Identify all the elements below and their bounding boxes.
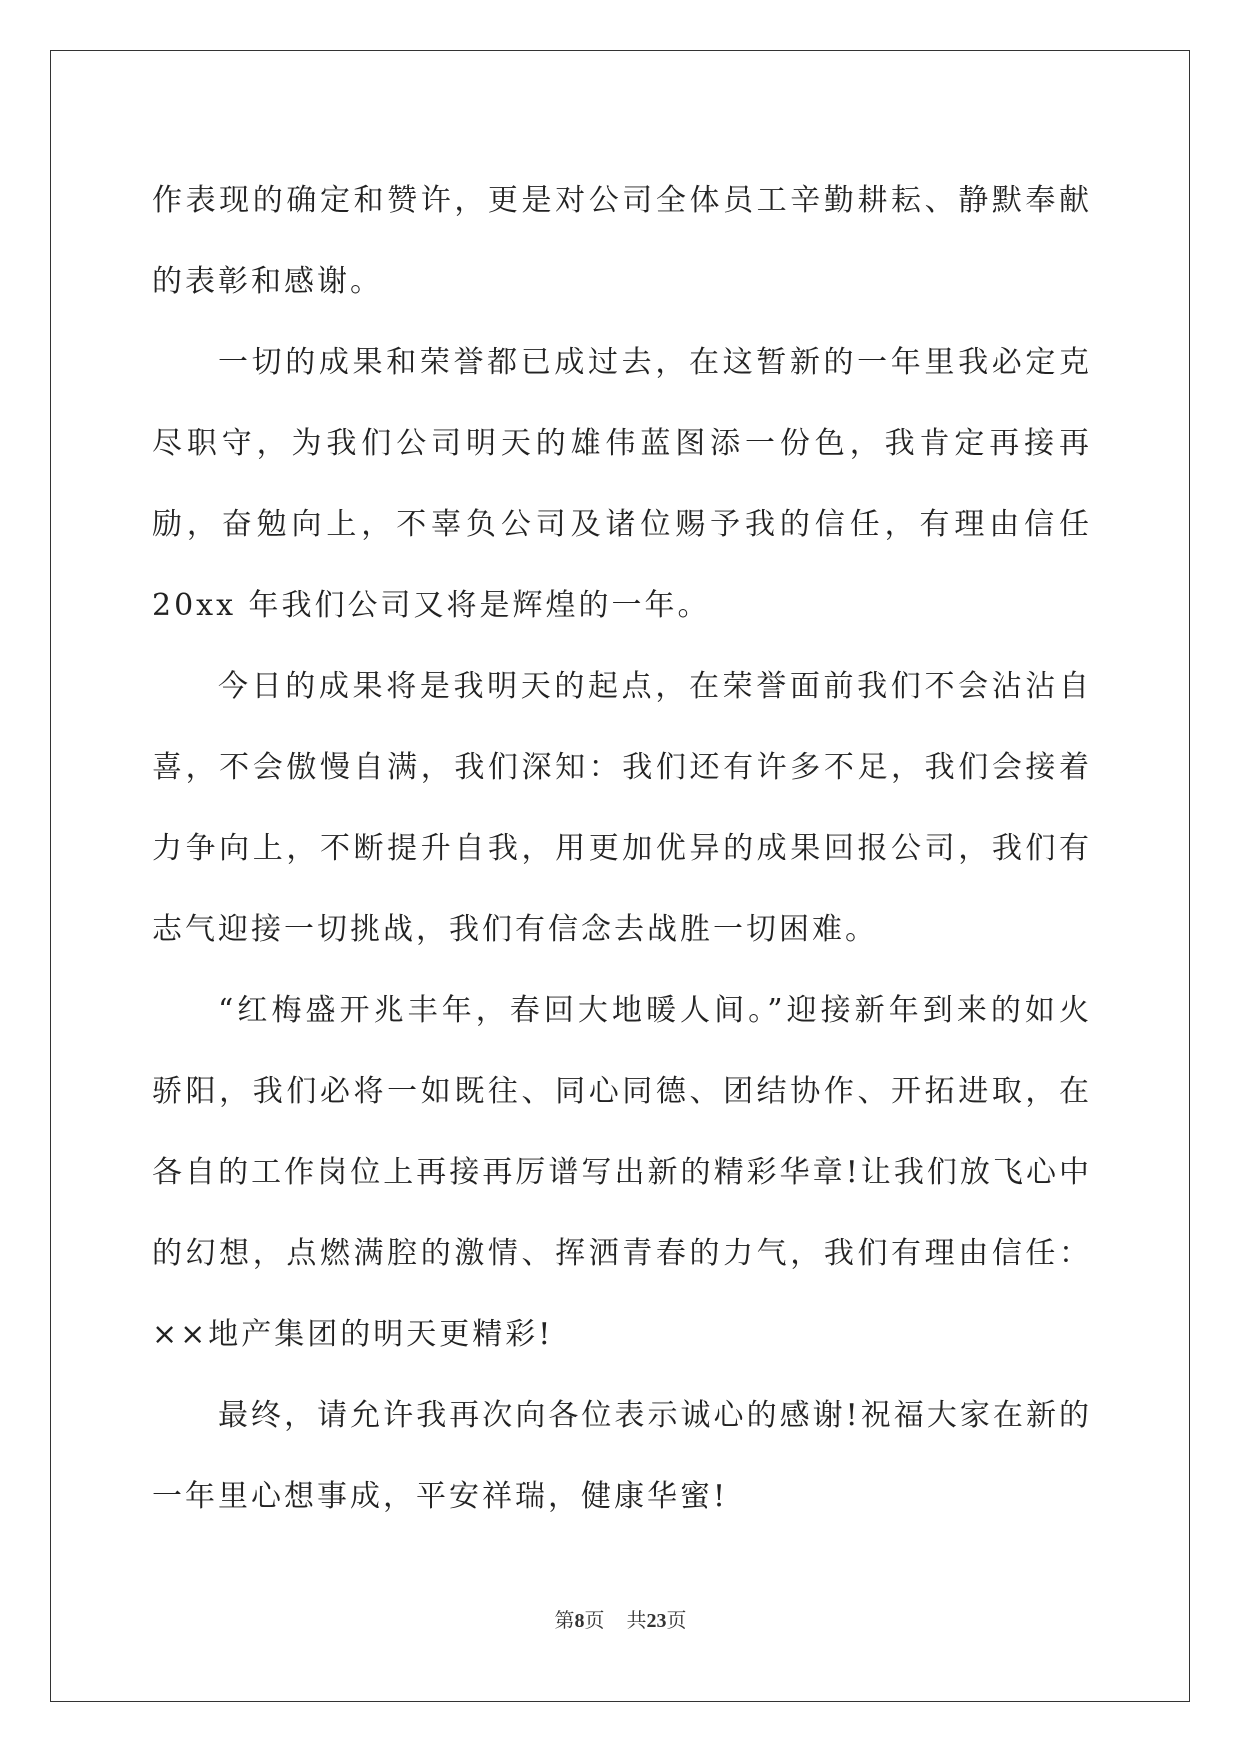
total-suffix: 页 bbox=[666, 1608, 687, 1632]
paragraph: “红梅盛开兆丰年，春回大地暖人间。”迎接新年到来的如火骄阳，我们必将一如既往、同心同德、团结协作、开拓进取，在各自的工作岗位上再接再厉谱写出新的精彩华章!让我们放飞心中的幻想，点燃满腔的激情、挥洒青春的力气，我们有理由信任：××地产集团的明天更精彩! bbox=[152, 993, 1092, 1352]
total-pages: 23 bbox=[646, 1610, 667, 1632]
document-body bbox=[152, 160, 1092, 1537]
paragraph: 作表现的确定和赞许，更是对公司全体员工辛勤耕耘、静默奉献的表彰和感谢。 bbox=[152, 183, 1092, 299]
paragraph: 最终，请允许我再次向各位表示诚心的感谢!祝福大家在新的一年里心想事成，平安祥瑞，健康华蜜! bbox=[152, 1398, 1092, 1514]
page-footer bbox=[0, 1606, 1241, 1635]
page-number: 8 bbox=[574, 1610, 585, 1632]
page-suffix: 页 bbox=[584, 1608, 605, 1632]
page-prefix: 第 bbox=[554, 1608, 575, 1632]
paragraph: 一切的成果和荣誉都已成过去，在这暂新的一年里我必定克尽职守，为我们公司明天的雄伟蓝图添一份色，我肯定再接再励，奋勉向上，不辜负公司及诸位赐予我的信任，有理由信任 20xx 年我们公司又将是辉煌的一年。 bbox=[152, 345, 1092, 623]
total-prefix: 共 bbox=[626, 1608, 647, 1632]
paragraph: 今日的成果将是我明天的起点，在荣誉面前我们不会沾沾自喜，不会傲慢自满，我们深知：我们还有许多不足，我们会接着力争向上，不断提升自我，用更加优异的成果回报公司，我们有志气迎接一切挑战，我们有信念去战胜一切困难。 bbox=[152, 669, 1092, 947]
